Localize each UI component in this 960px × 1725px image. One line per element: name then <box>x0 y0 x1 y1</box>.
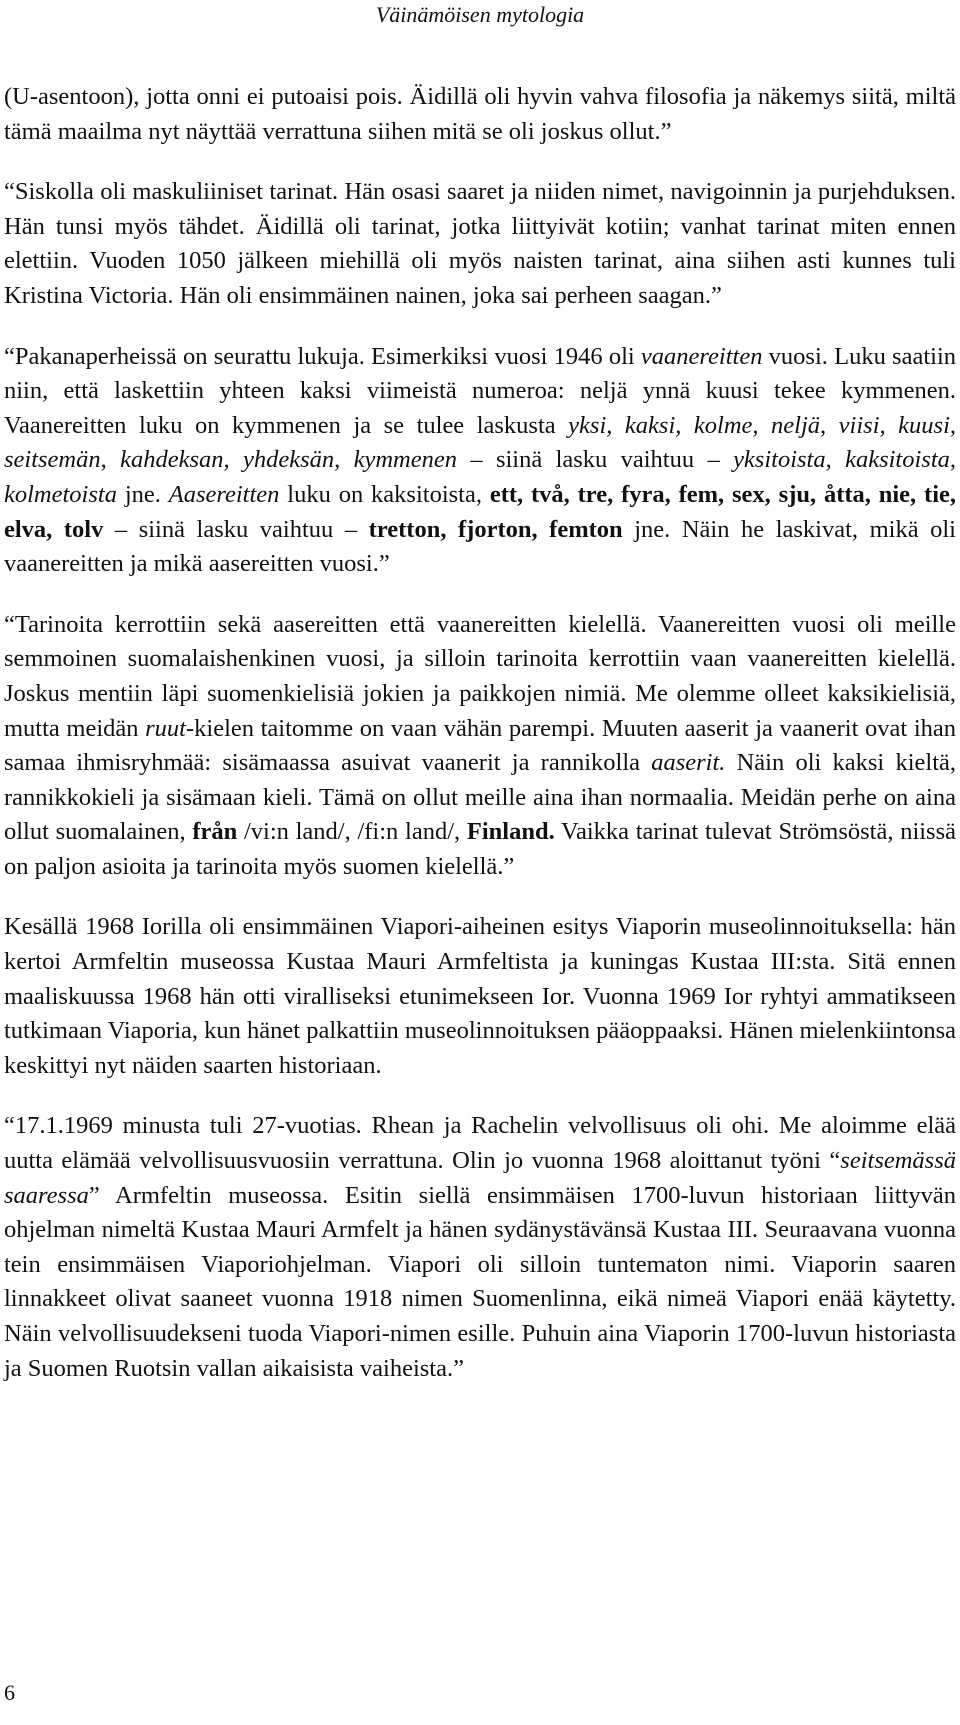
paragraph-segment: från <box>192 818 238 846</box>
paragraph-segment: “Tarinoita kerrottiin sekä aasereitten että vaanereitten kielellä. Vaanereitten vuosi oli meille semmoinen suomalaishenkinen vuosi, ja silloin tarinoita kerrottiin vaan vaanereitten kielellä. Joskus mentiin läpi suomenkielisiä jokien ja paikkojen nimiä. Me olemme olleet kaksikielisiä, mutta meidän <box>4 610 956 742</box>
paragraph-segment: aaserit. <box>651 749 726 777</box>
body-text <box>4 80 956 1412</box>
paragraph-2 <box>4 175 956 313</box>
paragraph-segment: jne. Näin he laskivat, mikä oli vaanereitten ja mikä aasereitten vuosi.” <box>4 515 956 578</box>
paragraph-3 <box>4 340 956 582</box>
paragraph-segment: yksitoista, kaksitoista, kolmetoista <box>4 446 956 508</box>
paragraph-segment: -kielen taitomme on vaan vähän parempi. Muuten aaserit ja vaanerit ovat ihan samaa ihmisryhmää: sisämaassa asuivat vaanerit ja rannikolla <box>4 714 956 777</box>
page-number: 6 <box>4 1680 15 1705</box>
paragraph-segment: tretton, fjorton, femton <box>368 515 623 543</box>
paragraph-segment: vuosi. Luku saatiin niin, että laskettiin yhteen kaksi viimeistä numeroa: neljä ynnä kuusi tekee kymmenen. Vaanereitten luku on kymmenen ja se tulee laskusta <box>4 342 956 439</box>
paragraph-1 <box>4 80 956 149</box>
paragraph-5 <box>4 910 956 1083</box>
paragraph-segment: ett, två, tre, fyra, fem, sex, sju, åtta, nie, tie, elva, tolv <box>4 480 957 543</box>
paragraph-segment: jne. <box>116 480 169 508</box>
paragraph-4 <box>4 608 956 885</box>
paragraph-segment: yksi, kaksi, kolme, neljä, viisi, kuusi, seitsemän, kahdeksan, yhdeksän, kymmenen <box>4 411 956 474</box>
paragraph-segment: vaanereitten <box>640 342 763 370</box>
paragraph-segment: “Siskolla oli maskuliiniset tarinat. Hän osasi saaret ja niiden nimet, navigoinnin ja purjehduksen. Hän tunsi myös tähdet. Äidillä oli tarinat, jotka liittyivät kotiin; vanhat tarinat miten ennen elettiin. Vuoden 1050 jälkeen miehillä oli myös naisten tarinat, aina siihen asti kunnes tuli Kristina Victoria. Hän oli ensimmäinen nainen, joka sai perheen saagan.” <box>4 178 956 309</box>
paragraph-segment: /vi:n land/, /fi:n land/, <box>237 818 467 846</box>
paragraph-segment: Näin oli kaksi kieltä, rannikkokieli ja sisämaan kieli. Tämä on ollut meille aina ihan normaalia. Meidän perhe on aina ollut suomalainen, <box>4 749 956 846</box>
paragraph-segment: ” Armfeltin museossa. Esitin siellä ensimmäisen 1700-luvun historiaan liittyvän ohjelman nimeltä Kustaa Mauri Armfelt ja hänen sydänystävänsä Kustaa III. Seuraavana vuonna tein ensimmäisen Viaporiohjelman. Viapori oli silloin tuntematon nimi. Viaporin saaren linnakkeet olivat saaneet vuonna 1918 nimen Suomenlinna, eikä nimeä Viapori enää käytetty. Näin velvollisuudekseni tuoda Viapori-nimen esille. Puhuin aina Viaporin 1700-luvun historiasta ja Suomen Ruotsin vallan aikaisista vaiheista.” <box>4 1181 956 1382</box>
paragraph-segment: (U-asentoon), jotta onni ei putoaisi pois. Äidillä oli hyvin vahva filosofia ja näkemys siitä, miltä tämä maailma nyt näyttää verrattuna siihen mitä se oli joskus ollut.” <box>4 83 956 145</box>
paragraph-segment: – siinä lasku vaihtuu – <box>457 446 734 474</box>
paragraph-segment: luku on kaksitoista, <box>279 480 490 508</box>
paragraph-segment: “17.1.1969 minusta tuli 27-vuotias. Rhean ja Rachelin velvollisuus oli ohi. Me aloimme elää uutta elämää velvollisuusvuosiin verrattuna. Olin jo vuonna 1968 aloittanut työni “ <box>4 1112 956 1175</box>
paragraph-segment: “Pakanaperheissä on seurattu lukuja. Esimerkiksi vuosi 1946 oli <box>4 342 641 370</box>
paragraph-segment: seitsemässä saaressa <box>4 1147 956 1209</box>
running-title: Väinämöisen mytologia <box>375 2 585 27</box>
paragraph-6 <box>4 1109 956 1386</box>
paragraph-segment: – siinä lasku vaihtuu – <box>103 515 369 543</box>
paragraph-segment: Vaikka tarinat tulevat Strömsöstä, niissä on paljon asioita ja tarinoita myös suomen kielellä.” <box>4 818 956 880</box>
paragraph-segment: ruut <box>145 714 186 742</box>
paragraph-segment: Finland. <box>466 818 555 846</box>
paragraph-segment: Aasereitten <box>168 480 280 508</box>
paragraph-segment: Kesällä 1968 Iorilla oli ensimmäinen Viapori-aiheinen esitys Viaporin museolinnoituksella: hän kertoi Armfeltin museossa Kustaa Mauri Armfeltista ja kuningas Kustaa III:sta. Sitä ennen maaliskuussa 1968 hän otti viralliseksi etunimekseen Ior. Vuonna 1969 Ior ryhtyi ammatikseen tutkimaan Viaporia, kun hänet palkattiin museolinnoituksen pääoppaaksi. Hänen mielenkiintonsa keskittyi nyt näiden saarten historiaan. <box>4 913 956 1079</box>
